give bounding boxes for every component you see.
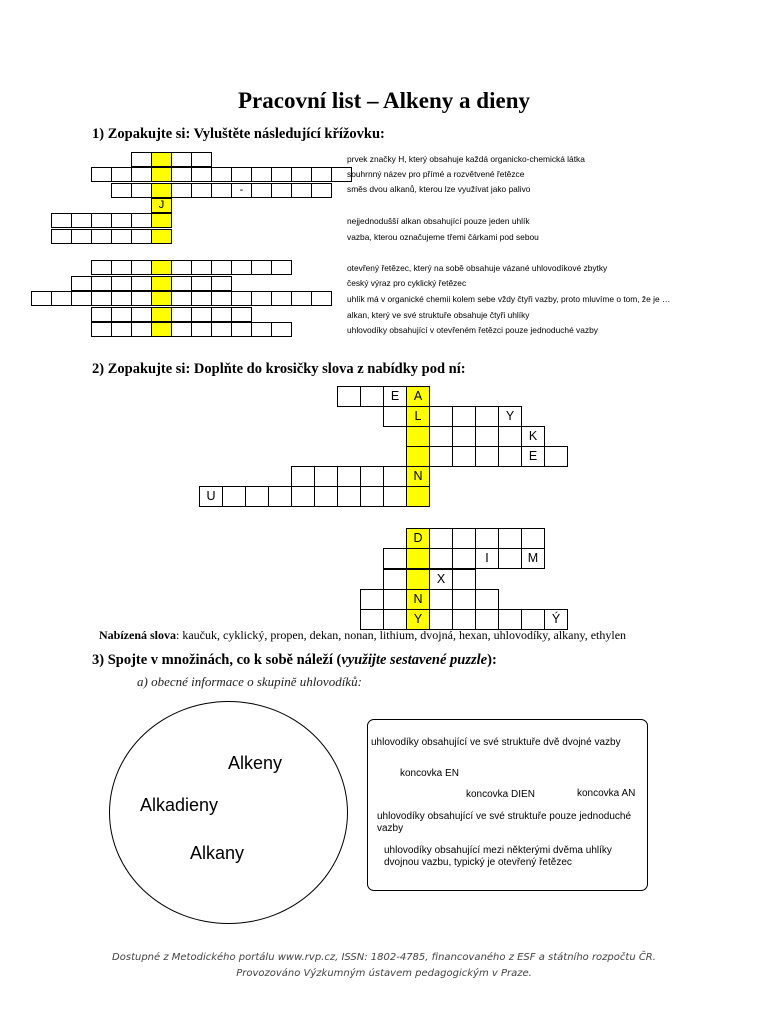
crossword-1-cell[interactable] (171, 307, 192, 322)
crossword-2-cell[interactable]: X (429, 569, 453, 590)
crossword-1-cell[interactable] (71, 213, 92, 228)
crossword-1-cell[interactable] (211, 276, 232, 291)
clue-4: nejjednodušší alkan obsahující pouze jeden uhlík (347, 216, 530, 226)
clue-8: uhlík má v organické chemii kolem sebe vždy čtyři vazby, proto mluvíme o tom, že je … (347, 294, 671, 304)
task2-heading: 2) Zopakujte si: Doplňte do krosičky slova z nabídky pod ní: (92, 361, 466, 377)
crossword-2-cell[interactable] (521, 609, 545, 630)
crossword-2-cell[interactable]: U (199, 486, 223, 507)
crossword-1-cell[interactable] (131, 307, 152, 322)
task3-subheading: a) obecné informace o skupině uhlovodíků: (137, 674, 362, 689)
crossword-2-cell[interactable]: E (383, 386, 407, 407)
crossword-1-cell[interactable] (151, 183, 172, 198)
crossword-2-cell[interactable]: I (475, 548, 499, 569)
crossword-1-cell[interactable] (131, 291, 152, 306)
info-item-2[interactable]: koncovka EN (400, 768, 459, 779)
crossword-2-cell[interactable] (498, 609, 522, 630)
crossword-2-cell[interactable] (452, 406, 476, 427)
crossword-1-cell[interactable] (91, 276, 112, 291)
clue-2: souhrnný název pro přímé a rozvětvené řetězce (347, 169, 525, 179)
offered-list: : kaučuk, cyklický, propen, dekan, nonan, lithium, dvojná, hexan, uhlovodíky, alkany, ethylen (176, 628, 627, 642)
clue-9: alkan, který ve své struktuře obsahuje čtyři uhlíky (347, 310, 530, 320)
crossword-2-cell[interactable] (498, 528, 522, 549)
crossword-1-cell[interactable] (211, 183, 232, 198)
crossword-1-cell[interactable] (131, 213, 152, 228)
clue-7: český výraz pro cyklický řetězec (347, 278, 467, 288)
crossword-2-cell[interactable] (452, 569, 476, 590)
crossword-2-cell[interactable] (498, 426, 522, 447)
crossword-2-cell[interactable] (475, 528, 499, 549)
crossword-2-cell[interactable]: Ý (544, 609, 568, 630)
crossword-2-cell[interactable] (337, 466, 361, 487)
crossword-1-cell[interactable] (91, 229, 112, 244)
crossword-1-cell[interactable] (291, 291, 312, 306)
crossword-1-cell[interactable] (271, 260, 292, 275)
crossword-2-cell[interactable] (452, 426, 476, 447)
crossword-2-cell[interactable] (291, 466, 315, 487)
crossword-1-cell[interactable] (171, 291, 192, 306)
crossword-1-cell[interactable] (231, 260, 252, 275)
crossword-1-cell[interactable] (171, 260, 192, 275)
crossword-1-cell[interactable] (251, 167, 272, 182)
crossword-2-cell[interactable] (360, 609, 384, 630)
crossword-1-cell[interactable] (51, 213, 72, 228)
crossword-1-cell[interactable] (231, 307, 252, 322)
crossword-2-cell[interactable] (245, 486, 269, 507)
crossword-2-cell[interactable] (360, 466, 384, 487)
crossword-1-cell[interactable] (111, 291, 132, 306)
crossword-2-cell[interactable] (406, 548, 430, 569)
crossword-2-cell[interactable] (544, 446, 568, 467)
crossword-2-cell[interactable] (360, 589, 384, 610)
crossword-1-cell[interactable] (231, 291, 252, 306)
crossword-1-cell[interactable] (151, 322, 172, 337)
crossword-2-cell[interactable] (429, 406, 453, 427)
crossword-1-cell[interactable] (111, 167, 132, 182)
crossword-1-cell[interactable] (131, 276, 152, 291)
crossword-1-cell[interactable] (191, 276, 212, 291)
crossword-1-cell[interactable] (91, 167, 112, 182)
crossword-2-cell[interactable] (475, 406, 499, 427)
crossword-1-cell[interactable] (151, 229, 172, 244)
task3-heading-main: 3) Spojte v množinách, co k sobě náleží ( (92, 652, 342, 668)
crossword-2-cell[interactable]: D (406, 528, 430, 549)
crossword-2-cell[interactable] (383, 406, 407, 427)
crossword-2-cell[interactable] (498, 446, 522, 467)
crossword-2-cell[interactable] (475, 446, 499, 467)
crossword-1-cell[interactable] (251, 291, 272, 306)
crossword-2-cell[interactable] (429, 446, 453, 467)
crossword-1-cell[interactable] (171, 322, 192, 337)
crossword-1-cell[interactable] (71, 291, 92, 306)
crossword-1-cell[interactable] (171, 276, 192, 291)
crossword-2-cell[interactable] (383, 589, 407, 610)
crossword-2-cell[interactable] (429, 528, 453, 549)
crossword-1-cell[interactable] (191, 183, 212, 198)
crossword-1-cell[interactable] (191, 322, 212, 337)
crossword-2-cell[interactable]: M (521, 548, 545, 569)
crossword-1-cell[interactable] (171, 183, 192, 198)
clue-10: uhlovodíky obsahující v otevřeném řetězci pouze jednoduché vazby (347, 325, 598, 335)
crossword-1-cell[interactable] (191, 260, 212, 275)
crossword-1-cell[interactable] (191, 307, 212, 322)
task3-heading (92, 652, 497, 669)
crossword-1-cell[interactable] (151, 213, 172, 228)
crossword-1-cell[interactable] (131, 322, 152, 337)
crossword-1-cell[interactable] (311, 167, 332, 182)
crossword-1-cell[interactable] (251, 183, 272, 198)
crossword-2-cell[interactable] (475, 609, 499, 630)
crossword-2-cell[interactable] (406, 486, 430, 507)
crossword-1-cell[interactable] (51, 229, 72, 244)
crossword-2-cell[interactable] (406, 446, 430, 467)
crossword-1-cell[interactable] (151, 152, 172, 167)
crossword-1-cell[interactable] (171, 167, 192, 182)
crossword-1-cell[interactable] (291, 167, 312, 182)
crossword-1-cell[interactable] (211, 291, 232, 306)
crossword-1-cell[interactable] (211, 322, 232, 337)
crossword-1-cell[interactable] (271, 322, 292, 337)
crossword-2-cell[interactable] (429, 589, 453, 610)
crossword-1-cell[interactable] (291, 183, 312, 198)
crossword-2-cell[interactable] (383, 548, 407, 569)
crossword-2-cell[interactable] (314, 486, 338, 507)
crossword-2-cell[interactable] (314, 466, 338, 487)
crossword-2-cell[interactable] (291, 486, 315, 507)
crossword-2-cell[interactable] (452, 528, 476, 549)
crossword-1-cell[interactable] (131, 152, 152, 167)
crossword-1-cell[interactable] (251, 322, 272, 337)
crossword-1-cell[interactable] (111, 322, 132, 337)
crossword-2-cell[interactable] (383, 569, 407, 590)
crossword-2-cell[interactable] (475, 589, 499, 610)
crossword-2-cell[interactable]: E (521, 446, 545, 467)
crossword-2-cell[interactable] (475, 426, 499, 447)
crossword-2-cell[interactable] (268, 486, 292, 507)
crossword-1-cell-j[interactable]: J (151, 198, 172, 213)
crossword-1-cell[interactable] (111, 229, 132, 244)
crossword-1-cell[interactable] (151, 307, 172, 322)
footer-line-2: Provozováno Výzkumným ústavem pedagogickým v Praze. (236, 968, 532, 979)
crossword-2-cell[interactable] (337, 386, 361, 407)
crossword-1-cell-dash[interactable]: - (231, 183, 252, 198)
set-word-alkadieny[interactable]: Alkadieny (140, 795, 219, 815)
info-item-4[interactable]: koncovka AN (577, 788, 636, 799)
crossword-1-cell[interactable] (131, 183, 152, 198)
crossword-1-cell[interactable] (131, 260, 152, 275)
crossword-1-cell[interactable] (111, 183, 132, 198)
crossword-2-cell[interactable] (452, 446, 476, 467)
crossword-1-cell[interactable] (31, 291, 52, 306)
crossword-2-cell[interactable] (383, 466, 407, 487)
crossword-1-cell[interactable] (111, 213, 132, 228)
info-item-3[interactable]: koncovka DIEN (466, 789, 535, 800)
crossword-1-cell[interactable] (71, 229, 92, 244)
crossword-1-cell[interactable] (111, 260, 132, 275)
clue-6: otevřený řetězec, který na sobě obsahuje vázané uhlovodíkové zbytky (347, 263, 608, 273)
crossword-2-cell[interactable] (452, 589, 476, 610)
clue-3: směs dvou alkanů, kterou lze využívat jako palivo (347, 184, 531, 194)
footer-line-1: Dostupné z Metodického portálu www.rvp.cz, ISSN: 1802-4785, financovaného z ESF a státního rozpočtu ČR. (112, 952, 656, 963)
crossword-1-cell[interactable] (311, 291, 332, 306)
crossword-2-cell[interactable]: L (406, 406, 430, 427)
crossword-1-cell[interactable] (191, 167, 212, 182)
crossword-2-cell[interactable] (383, 609, 407, 630)
crossword-1-cell[interactable] (111, 276, 132, 291)
crossword-2-cell[interactable]: N (406, 466, 430, 487)
task1-heading: 1) Zopakujte si: Vyluštěte následující křížovku: (92, 126, 385, 142)
crossword-1-cell[interactable] (151, 291, 172, 306)
crossword-2-cell[interactable] (383, 486, 407, 507)
crossword-2-cell[interactable]: Y (498, 406, 522, 427)
offered-label: Nabízená slova (99, 628, 177, 642)
crossword-2-cell[interactable] (360, 486, 384, 507)
crossword-1-cell[interactable] (51, 291, 72, 306)
crossword-2-cell[interactable]: Y (406, 609, 430, 630)
crossword-2-cell[interactable] (429, 609, 453, 630)
crossword-2-cell[interactable]: A (406, 386, 430, 407)
crossword-1-cell[interactable] (231, 167, 252, 182)
crossword-1-cell[interactable] (151, 167, 172, 182)
crossword-1-cell[interactable] (131, 229, 152, 244)
crossword-1-cell[interactable] (111, 307, 132, 322)
crossword-1-cell[interactable] (91, 322, 112, 337)
crossword-1-cell[interactable] (271, 291, 292, 306)
page-title: Pracovní list – Alkeny a dieny (238, 88, 530, 113)
crossword-1-cell[interactable] (211, 260, 232, 275)
crossword-2-cell[interactable] (360, 386, 384, 407)
crossword-1-cell[interactable] (151, 276, 172, 291)
crossword-2-cell[interactable]: K (521, 426, 545, 447)
crossword-1-cell[interactable] (211, 307, 232, 322)
crossword-2-cell[interactable] (452, 548, 476, 569)
crossword-1-cell[interactable] (251, 260, 272, 275)
crossword-1-cell[interactable] (231, 322, 252, 337)
crossword-2-cell[interactable] (337, 486, 361, 507)
crossword-1-cell[interactable] (91, 260, 112, 275)
set-word-alkany[interactable]: Alkany (190, 843, 245, 863)
crossword-2-cell[interactable] (452, 609, 476, 630)
crossword-1-cell[interactable] (311, 183, 332, 198)
crossword-1-cell[interactable] (271, 183, 292, 198)
crossword-1-cell[interactable] (271, 167, 292, 182)
clue-5: vazba, kterou označujeme třemi čárkami pod sebou (347, 232, 539, 242)
crossword-1-cell[interactable] (151, 260, 172, 275)
crossword-2-cell[interactable]: N (406, 589, 430, 610)
crossword-1-cell[interactable] (91, 307, 112, 322)
crossword-1-cell[interactable] (71, 276, 92, 291)
info-item-1[interactable]: uhlovodíky obsahující ve své struktuře dvě dvojné vazby (371, 737, 621, 748)
crossword-1-cell[interactable] (191, 291, 212, 306)
info-item-6[interactable]: uhlovodíky obsahující mezi některými dvěma uhlíky dvojnou vazbu, typický je otevřený řetězec (384, 845, 612, 868)
crossword-2-cell[interactable] (429, 548, 453, 569)
crossword-1-cell[interactable] (211, 167, 232, 182)
crossword-2-cell[interactable] (222, 486, 246, 507)
crossword-1-cell[interactable] (91, 213, 112, 228)
crossword-2-cell[interactable] (498, 548, 522, 569)
crossword-1-cell[interactable] (131, 167, 152, 182)
info-item-5[interactable]: uhlovodíky obsahující ve své struktuře pouze jednoduché vazby (377, 811, 632, 834)
task3-heading-hint: využijte sestavené puzzle (341, 652, 488, 668)
crossword-1-cell[interactable] (191, 152, 212, 167)
crossword-2-cell[interactable] (406, 569, 430, 590)
crossword-2-cell[interactable] (406, 426, 430, 447)
clue-1: prvek značky H, který obsahuje každá organicko-chemická látka (347, 154, 585, 164)
crossword-2-cell[interactable] (429, 426, 453, 447)
crossword-2-cell[interactable] (521, 528, 545, 549)
crossword-1-cell[interactable] (171, 152, 192, 167)
offered-words (99, 628, 626, 643)
task3-heading-end: ): (487, 652, 497, 668)
set-word-alkeny[interactable]: Alkeny (228, 753, 283, 773)
crossword-1-cell[interactable] (91, 291, 112, 306)
